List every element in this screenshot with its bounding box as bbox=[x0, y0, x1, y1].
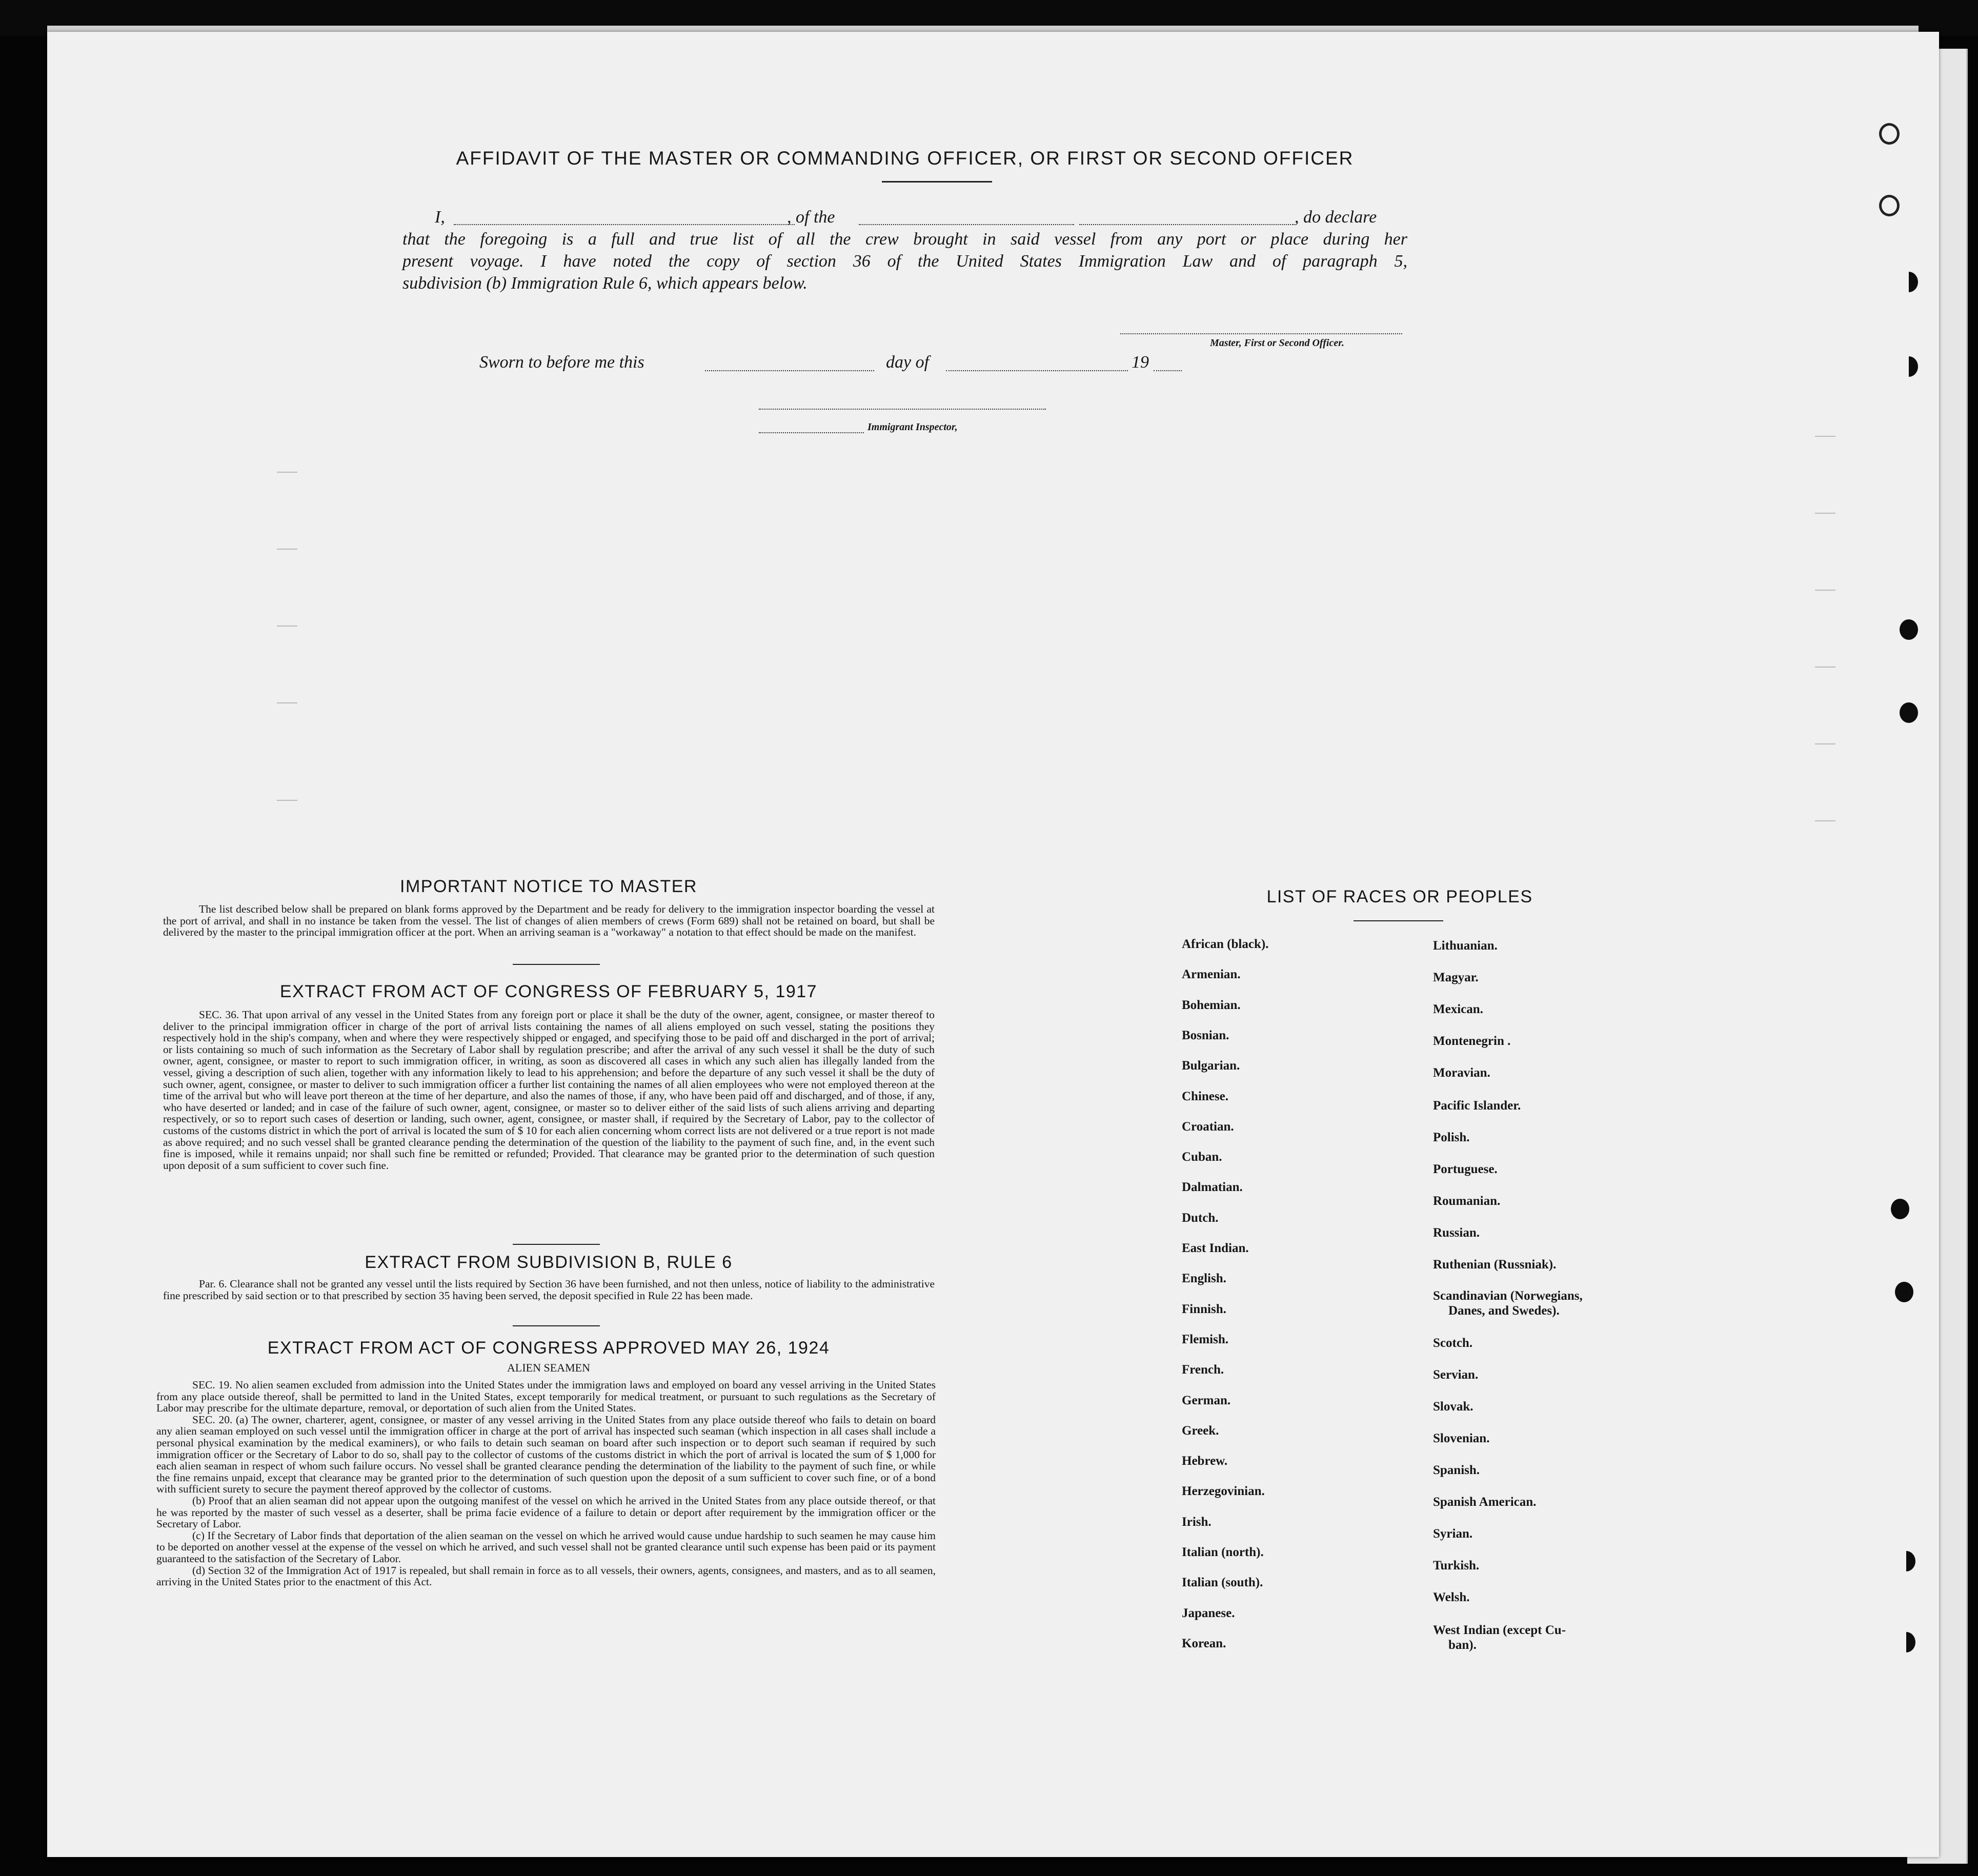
vessel-blank-1 bbox=[859, 224, 1074, 225]
bleed-mark bbox=[1815, 743, 1835, 744]
inspector-blank-2 bbox=[759, 432, 864, 433]
sec-20d-paragraph: (d) Section 32 of the Immigration Act of 1917 is repealed, but shall remain in force as to all vessels, their owners, agents, consignees, and masters, and as to all seamen, arriving in the United States prior to the enactment of this Act. bbox=[156, 1564, 936, 1588]
race-item: Scandinavian (Norwegians, bbox=[1433, 1289, 1583, 1303]
binder-hole-icon bbox=[1900, 619, 1918, 640]
extract-1917-title: EXTRACT FROM ACT OF CONGRESS OF FEBRUARY 5, 1917 bbox=[279, 982, 818, 1001]
binder-hole-icon bbox=[1895, 1282, 1913, 1302]
section-rule bbox=[513, 1244, 600, 1245]
race-item: Slovenian. bbox=[1433, 1431, 1490, 1445]
race-item: Welsh. bbox=[1433, 1590, 1470, 1604]
extract-1924-title: EXTRACT FROM ACT OF CONGRESS APPROVED MAY 26, 1924 bbox=[267, 1338, 830, 1358]
race-item: Magyar. bbox=[1433, 971, 1479, 984]
race-item: Herzegovinian. bbox=[1182, 1484, 1265, 1499]
race-item: Korean. bbox=[1182, 1636, 1226, 1650]
affidavit-title: AFFIDAVIT OF THE MASTER OR COMMANDING OFFICER, OR FIRST OR SECOND OFFICER bbox=[456, 148, 1354, 169]
race-item: Flemish. bbox=[1182, 1332, 1228, 1346]
race-item: Roumanian. bbox=[1433, 1194, 1501, 1208]
race-item: Servian. bbox=[1433, 1368, 1479, 1382]
affidavit-line-2: present voyage. I have noted the copy of section 36 of the United States Immigration Law and of paragraph 5, bbox=[402, 252, 1407, 271]
race-item: Pacific Islander. bbox=[1433, 1099, 1521, 1113]
bleed-mark bbox=[1815, 590, 1835, 591]
bleed-mark bbox=[1815, 513, 1835, 514]
sec-20a-paragraph: SEC. 20. (a) The owner, charterer, agent, consignee, or master of any vessel arriving in the United States from any place outside thereof who fails to detain on board any alien seaman employed on such vessel until the immigration officer in charge at the port of arrival has inspected such seaman (which inspection in all cases shall include a personal physical examination by the medical examiners), or who fails to detain such seaman on board after such inspection or to deport such seaman if required by such immigration officer or the Secretary of Labor to do so, shall pay to the collector of customs of the customs district in which the port of arrival is located the sum of $ 1,000 for each alien seaman in respect of whom such failure occurs. No vessel shall be granted clearance pending the determination of the liability to the payment of such fine, or while the fine remains unpaid, except that clearance may be granted prior to the determination of such question upon the deposit of a sum sufficient to cover such fine, or of a bond with sufficient surety to secure the payment thereof approved by the collector of customs. bbox=[156, 1413, 936, 1496]
binder-hole-icon bbox=[1900, 272, 1918, 292]
race-item: Moravian. bbox=[1433, 1066, 1490, 1080]
signature-label: Master, First or Second Officer. bbox=[1210, 337, 1344, 349]
binder-hole-icon bbox=[1891, 1199, 1909, 1219]
race-item: Greek. bbox=[1182, 1423, 1219, 1438]
races-rule bbox=[1354, 920, 1443, 921]
race-item: French. bbox=[1182, 1363, 1224, 1377]
race-item: Cuban. bbox=[1182, 1150, 1222, 1164]
extract-1924-text bbox=[156, 1379, 936, 1588]
day-of-label: day of bbox=[886, 353, 930, 372]
section-rule bbox=[513, 964, 600, 965]
day-blank bbox=[705, 370, 874, 371]
race-item: Portuguese. bbox=[1433, 1162, 1498, 1176]
race-item: Dalmatian. bbox=[1182, 1180, 1243, 1195]
bleed-mark bbox=[277, 626, 297, 627]
race-item: ban). bbox=[1448, 1638, 1477, 1652]
race-item: Armenian. bbox=[1182, 967, 1241, 982]
race-item: Scotch. bbox=[1433, 1336, 1473, 1350]
year-label: 19 bbox=[1132, 353, 1149, 372]
binder-hole-icon bbox=[1879, 123, 1900, 145]
binder-hole-icon bbox=[1897, 1551, 1915, 1571]
sec-20c-paragraph: (c) If the Secretary of Labor finds that deportation of the alien seaman on the vessel on which he arrived would cause undue hardship to such seamen he may cause him to be deported on another vessel at the expense of the vessel on which he arrived, and such vessel shall not be granted clearance until such expense has been paid or its payment guaranteed to the satisfaction of the Secretary of Labor. bbox=[156, 1529, 936, 1565]
name-blank bbox=[454, 224, 795, 225]
race-item: Bosnian. bbox=[1182, 1028, 1229, 1042]
section-rule bbox=[513, 1325, 600, 1326]
sec-19-paragraph: SEC. 19. No alien seamen excluded from admission into the United States under the immigration laws and employed on board any vessel arriving in the United States from any place outside thereof, shall be permitted to land in the United States, except temporarily for medical treatment, or pursuant to such regulations as the Secretary of Labor may prescribe for the ultimate departure, removal, or deportation of such alien from the United States. bbox=[156, 1379, 936, 1415]
race-item: Lithuanian. bbox=[1433, 939, 1498, 953]
extract-1917-text: SEC. 36. That upon arrival of any vessel in the United States from any foreign port or place it shall be the duty of the owner, agent, consignee, or master thereof to deliver to the principal immigration officer in charge of the port of arrival lists containing the names of all aliens employed on such vessel, stating the positions they respectively hold in the ship's company, when and where they were respectively shipped or engaged, and specifying those to be paid off and discharged in the port of arrival; or lists containing so much of such information as the Secretary of Labor shall by regulation prescribe; and after the arrival of any such vessel it shall be the duty of such owner, agent, consignee, or master to report to such immigration officer, in writing, as soon as discovered all cases in which any such alien has illegally landed from the vessel, giving a description of such alien, together with any information likely to lead to his apprehension; and before the departure of any such vessel it shall be the duty of such owner, agent, consignee, or master to deliver to such immigration officer a further list containing the names of all alien employees who were not employed thereon at the time of the arrival but who will leave port thereon at the time of her departure, and also the names of those, if any, who have been paid off and discharged, and of those, if any, who have deserted or landed; and in case of the failure of such owner, agent, consignee, or master so to deliver either of the said lists of such aliens arriving and departing respectively, or so to report such cases of desertion or landing, such owner, agent, consignee, or master shall, if required by the Secretary of Labor, pay to the collector of customs of the customs district in which the port of arrival is located the sum of $ 10 for each alien concerning whom correct lists are not delivered or a true report is not made as above required; and no such vessel shall be granted clearance pending the determination of the question of the liability to the payment of such fine, and, in the event such fine is imposed, while it remains unpaid; nor shall such fine be remitted or refunded; Provided. That clearance may be granted prior to the determination of such question upon deposit of a sum sufficient to cover such fine. bbox=[163, 1008, 935, 1172]
alien-seamen-subtitle: ALIEN SEAMEN bbox=[507, 1361, 590, 1374]
race-item: Danes, and Swedes). bbox=[1448, 1304, 1560, 1318]
inspector-blank bbox=[759, 409, 1046, 410]
notice-text: The list described below shall be prepared on blank forms approved by the Department and be ready for delivery to the immigration inspector boarding the vessel at the port of arrival, and shall in no instance be taken from the vessel. The list of changes of alien members of crews (Form 689) shall not be retained on board, but shall be delivered by the master to the principal immigration officer at the port. When an arriving seaman is a "workaway" a notation to that effect should be made on the manifest. bbox=[163, 903, 935, 939]
month-blank bbox=[946, 370, 1128, 371]
binder-hole-icon bbox=[1900, 702, 1918, 723]
race-item: Montenegrin . bbox=[1433, 1034, 1511, 1048]
race-item: English. bbox=[1182, 1272, 1226, 1286]
title-rule bbox=[882, 181, 992, 183]
binder-hole-icon bbox=[1897, 1632, 1915, 1652]
races-title: LIST OF RACES OR PEOPLES bbox=[1266, 887, 1533, 906]
inspector-label: Immigrant Inspector, bbox=[867, 421, 958, 433]
affidavit-line-1: that the foregoing is a full and true list of all the crew brought in said vessel from any port or place during her bbox=[402, 230, 1407, 249]
signature-blank bbox=[1120, 333, 1402, 334]
affidavit-line-3: subdivision (b) Immigration Rule 6, which appears below. bbox=[402, 274, 808, 293]
extract-rule6-text: Par. 6. Clearance shall not be granted any vessel until the lists required by Section 36 have been furnished, and not then unless, notice of liability to the administrative fine prescribed by said section or to that prescribed by section 35 having been served, the deposit specified in Rule 22 has been made. bbox=[163, 1278, 935, 1302]
race-item: Bulgarian. bbox=[1182, 1059, 1240, 1073]
bleed-mark bbox=[1815, 436, 1835, 437]
race-item: Mexican. bbox=[1433, 1002, 1483, 1016]
bleed-mark bbox=[277, 702, 297, 703]
race-item: West Indian (except Cu- bbox=[1433, 1623, 1566, 1637]
race-item: Spanish American. bbox=[1433, 1495, 1537, 1509]
extract-rule6-title: EXTRACT FROM SUBDIVISION B, RULE 6 bbox=[365, 1253, 733, 1272]
bleed-mark bbox=[277, 549, 297, 550]
affidavit-i-label: I, bbox=[435, 208, 445, 227]
notice-title: IMPORTANT NOTICE TO MASTER bbox=[400, 877, 697, 896]
race-item: African (black). bbox=[1182, 937, 1269, 951]
bleed-mark bbox=[277, 472, 297, 473]
race-item: Chinese. bbox=[1182, 1089, 1228, 1103]
race-item: Spanish. bbox=[1433, 1463, 1480, 1477]
race-item: Polish. bbox=[1433, 1131, 1470, 1144]
race-item: Irish. bbox=[1182, 1515, 1212, 1529]
race-item: Japanese. bbox=[1182, 1606, 1235, 1620]
race-item: Bohemian. bbox=[1182, 998, 1241, 1012]
vessel-blank-2 bbox=[1079, 224, 1295, 225]
race-item: German. bbox=[1182, 1393, 1231, 1407]
race-item: Syrian. bbox=[1433, 1527, 1473, 1541]
race-item: Hebrew. bbox=[1182, 1454, 1228, 1468]
sec-20b-paragraph: (b) Proof that an alien seaman did not appear upon the outgoing manifest of the vessel on which he arrived in the United States from any place outside thereof, or that he was reported by the master of such vessel as a deserter, shall be prima facie evidence of a failure to detain or deport after requirement by the immigration officer or the Secretary of Labor. bbox=[156, 1494, 936, 1530]
binder-hole-icon bbox=[1900, 356, 1918, 377]
race-item: Slovak. bbox=[1433, 1400, 1474, 1414]
sworn-label: Sworn to before me this bbox=[479, 353, 644, 372]
bleed-mark bbox=[1815, 667, 1835, 668]
race-item: Dutch. bbox=[1182, 1211, 1219, 1225]
race-item: Turkish. bbox=[1433, 1559, 1480, 1572]
affidavit-of-the: , of the bbox=[787, 208, 835, 227]
bleed-mark bbox=[277, 800, 297, 801]
affidavit-do-declare: , do declare bbox=[1295, 208, 1377, 227]
race-item: Croatian. bbox=[1182, 1119, 1234, 1134]
race-item: Ruthenian (Russniak). bbox=[1433, 1258, 1557, 1272]
race-item: East Indian. bbox=[1182, 1241, 1249, 1255]
bleed-mark bbox=[1815, 820, 1835, 821]
race-item: Italian (north). bbox=[1182, 1545, 1264, 1559]
race-item: Italian (south). bbox=[1182, 1576, 1263, 1590]
race-item: Russian. bbox=[1433, 1226, 1480, 1240]
binder-hole-icon bbox=[1879, 195, 1900, 216]
year-blank bbox=[1154, 370, 1182, 371]
race-item: Finnish. bbox=[1182, 1302, 1226, 1316]
